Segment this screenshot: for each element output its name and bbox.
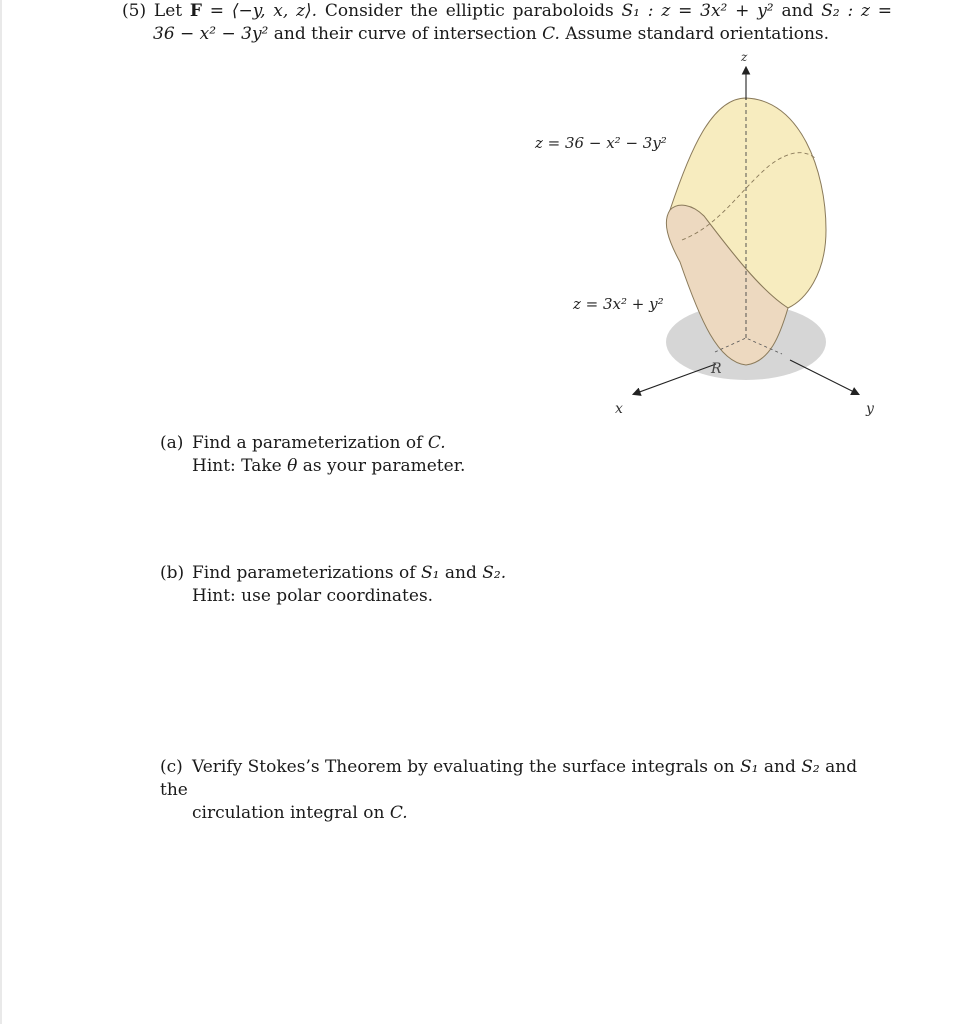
- part-a-question: [160, 432, 465, 455]
- page-edge: [0, 0, 2, 1024]
- sentence-consider: Consider the elliptic paraboloids: [324, 1, 614, 21]
- part-a-hint: [160, 455, 465, 478]
- part-b-label: (b): [160, 563, 185, 583]
- problem-line-2: [122, 23, 892, 46]
- part-c-question: [160, 756, 890, 802]
- paraboloid-diagram: [520, 48, 900, 428]
- paraboloid-figure: [520, 48, 900, 428]
- part-c-and: and: [763, 757, 796, 777]
- part-a-symbol: C.: [427, 433, 446, 453]
- part-c-line2-text: circulation integral on: [192, 803, 385, 823]
- z-axis-label: z: [741, 50, 748, 64]
- y-axis-label: y: [866, 401, 874, 417]
- part-b-s1: S₁: [421, 563, 440, 583]
- x-axis-label: x: [615, 401, 623, 417]
- region-label: R: [711, 361, 722, 377]
- part-c-line-2: [160, 802, 890, 825]
- problem-number: (5): [122, 1, 147, 21]
- intro-let: Let: [153, 1, 183, 21]
- surface-s1-def: S₁ : z = 3x² + y²: [621, 1, 774, 21]
- part-b-and: and: [444, 563, 477, 583]
- problem-statement: [122, 0, 892, 46]
- part-a-label: (a): [160, 433, 184, 453]
- part-c-tail: and the: [160, 757, 858, 800]
- part-b-question: [160, 562, 506, 585]
- orientation-text: Assume standard orientations.: [565, 24, 830, 44]
- upper-surface-label: z = 36 − x² − 3y²: [535, 134, 667, 152]
- part-a: [160, 432, 465, 478]
- lower-surface-label: z = 3x² + y²: [573, 295, 664, 313]
- and-word: and: [781, 1, 814, 21]
- vector-field-name: F: [189, 1, 202, 21]
- vector-field-def: = ⟨−y, x, z⟩.: [209, 1, 318, 21]
- part-b-s2: S₂.: [482, 563, 507, 583]
- part-c: [160, 756, 890, 825]
- y-axis: [790, 360, 858, 394]
- part-a-text: Find a parameterization of: [192, 433, 423, 453]
- part-b-text: Find parameterizations of: [192, 563, 416, 583]
- x-axis: [634, 364, 716, 394]
- part-a-hint-symbol: θ: [287, 456, 298, 476]
- curve-name: C.: [542, 24, 560, 44]
- part-a-hint-prefix: Hint: Take: [192, 456, 282, 476]
- surface-s2-def-start: S₂ : z =: [821, 1, 893, 21]
- surface-s2-def-rest: 36 − x² − 3y²: [153, 24, 269, 44]
- intersection-text: and their curve of intersection: [273, 24, 537, 44]
- part-c-label: (c): [160, 757, 183, 777]
- part-a-hint-suffix: as your parameter.: [302, 456, 466, 476]
- problem-line-1: [122, 0, 892, 23]
- part-c-s1: S₁: [740, 757, 759, 777]
- part-c-text: Verify Stokes’s Theorem by evaluating the surface integrals on: [192, 757, 735, 777]
- part-b: [160, 562, 506, 608]
- part-b-hint: Hint: use polar coordinates.: [192, 586, 434, 606]
- part-c-symbol: C.: [389, 803, 408, 823]
- part-c-s2: S₂: [801, 757, 820, 777]
